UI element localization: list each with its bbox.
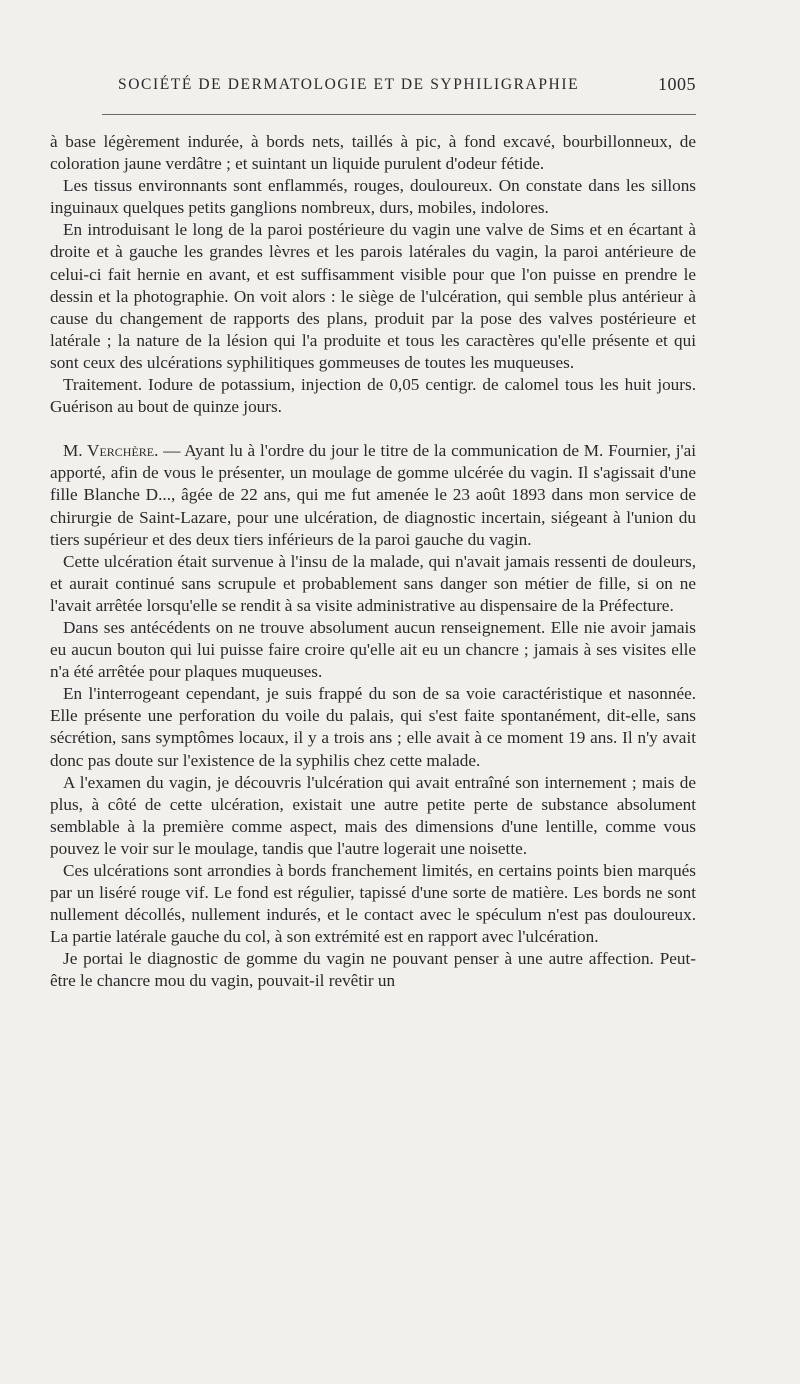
paragraph-7: Dans ses antécédents on ne trouve absolument aucun renseignement. Elle nie avoir jamais eu aucun bouton qui lui puisse faire croire qu'elle ait eu un chancre ; jamais à ses visites elle n'a été arrêtée pour plaques muqueuses. (50, 617, 696, 682)
paragraph-6: Cette ulcération était survenue à l'insu de la malade, qui n'avait jamais ressenti de douleurs, et aurait continué sans scrupule et probablement sans danger son métier de fille, si on ne l'avait arrêtée lorsqu'elle se rendit à sa visite administrative au dispensaire de la Préfecture. (50, 551, 696, 615)
header-rule (102, 114, 696, 115)
paragraph-2: Les tissus environnants sont enflammés, rouges, douloureux. On constate dans les sillons inguinaux quelques petits ganglions nombreux, durs, mobiles, indolores. (50, 176, 696, 218)
paragraph-5 (50, 440, 696, 550)
running-head (118, 76, 696, 102)
paragraph-3: En introduisant le long de la paroi postérieure du vagin une valve de Sims et en écartant à droite et à gauche les grandes lèvres et les parois latérales du vagin, la paroi antérieure de celui-ci fait hernie en avant, et est suffisamment visible pour que l'on puisse en prendre le dessin et la photographie. On voit alors : le siège de l'ulcération, qui semble plus antérieur à cause du changement de rapports des plans, produit par la pose des valves postérieure et latérale ; la nature de la lésion qui l'a produite et tous les caractères qu'elle présente et qui sont ceux des ulcérations syphilitiques gommeuses de toutes les muqueuses. (50, 220, 696, 372)
paragraph-4: Traitement. Iodure de potassium, injection de 0,05 centigr. de calomel tous les huit jours. Guérison au bout de quinze jours. (50, 375, 696, 417)
paragraph-8: En l'interrogeant cependant, je suis frappé du son de sa voie caractéristique et nasonnée. Elle présente une perforation du voile du palais, qui s'est faite spontanément, dit-elle, sans sécrétion, sans symptômes locaux, il y a trois ans ; elle avait à ce moment 19 ans. Il n'y avait donc pas doute sur l'existence de la syphilis chez cette malade. (50, 684, 696, 770)
paragraph-1: à base légèrement indurée, à bords nets, taillés à pic, à fond excavé, bourbillonneux, de coloration jaune verdâtre ; et suintant un liquide purulent d'odeur fétide. (50, 132, 696, 174)
paragraph-10: Ces ulcérations sont arrondies à bords franchement limités, en certains points bien marqués par un liséré rouge vif. Le fond est régulier, tapissé d'une sorte de matière. Les bords ne sont nullement décollés, nullement indurés, et le contact avec le spéculum n'est pas douloureux. La partie latérale gauche du col, à son extrémité est en rapport avec l'ulcération. (50, 861, 696, 947)
paragraph-9: A l'examen du vagin, je découvris l'ulcération qui avait entraîné son internement ; mais de plus, à côté de cette ulcération, existait une autre petite perte de substance absolument semblable à la première comme aspect, mais des dimensions d'une lentille, comme vous pouvez le voir sur le moulage, tandis que l'autre logerait une noisette. (50, 772, 696, 858)
body-text (50, 131, 696, 993)
paragraph-11: Je portai le diagnostic de gomme du vagin ne pouvant penser à une autre affection. Peut-être le chancre mou du vagin, pouvait-il revêtir un (50, 949, 696, 991)
running-title: SOCIÉTÉ DE DERMATOLOGIE ET DE SYPHILIGRAPHIE (118, 76, 580, 93)
page-number: 1005 (658, 74, 696, 94)
speaker-name: M. Verchère. (63, 441, 159, 461)
paragraph-5-text: — Ayant lu à l'ordre du jour le titre de la communication de M. Fournier, j'ai apporté, afin de vous le présenter, un moulage de gomme ulcérée du vagin. Il s'agissait d'une fille Blanche D..., âgée de 22 ans, qui me fut amenée le 23 août 1893 dans mon service de chirurgie de Saint-Lazare, pour une ulcération, de diagnostic incertain, siégeant à l'union du tiers supérieur et des deux tiers inférieurs de la paroi gauche du vagin. (50, 441, 696, 549)
